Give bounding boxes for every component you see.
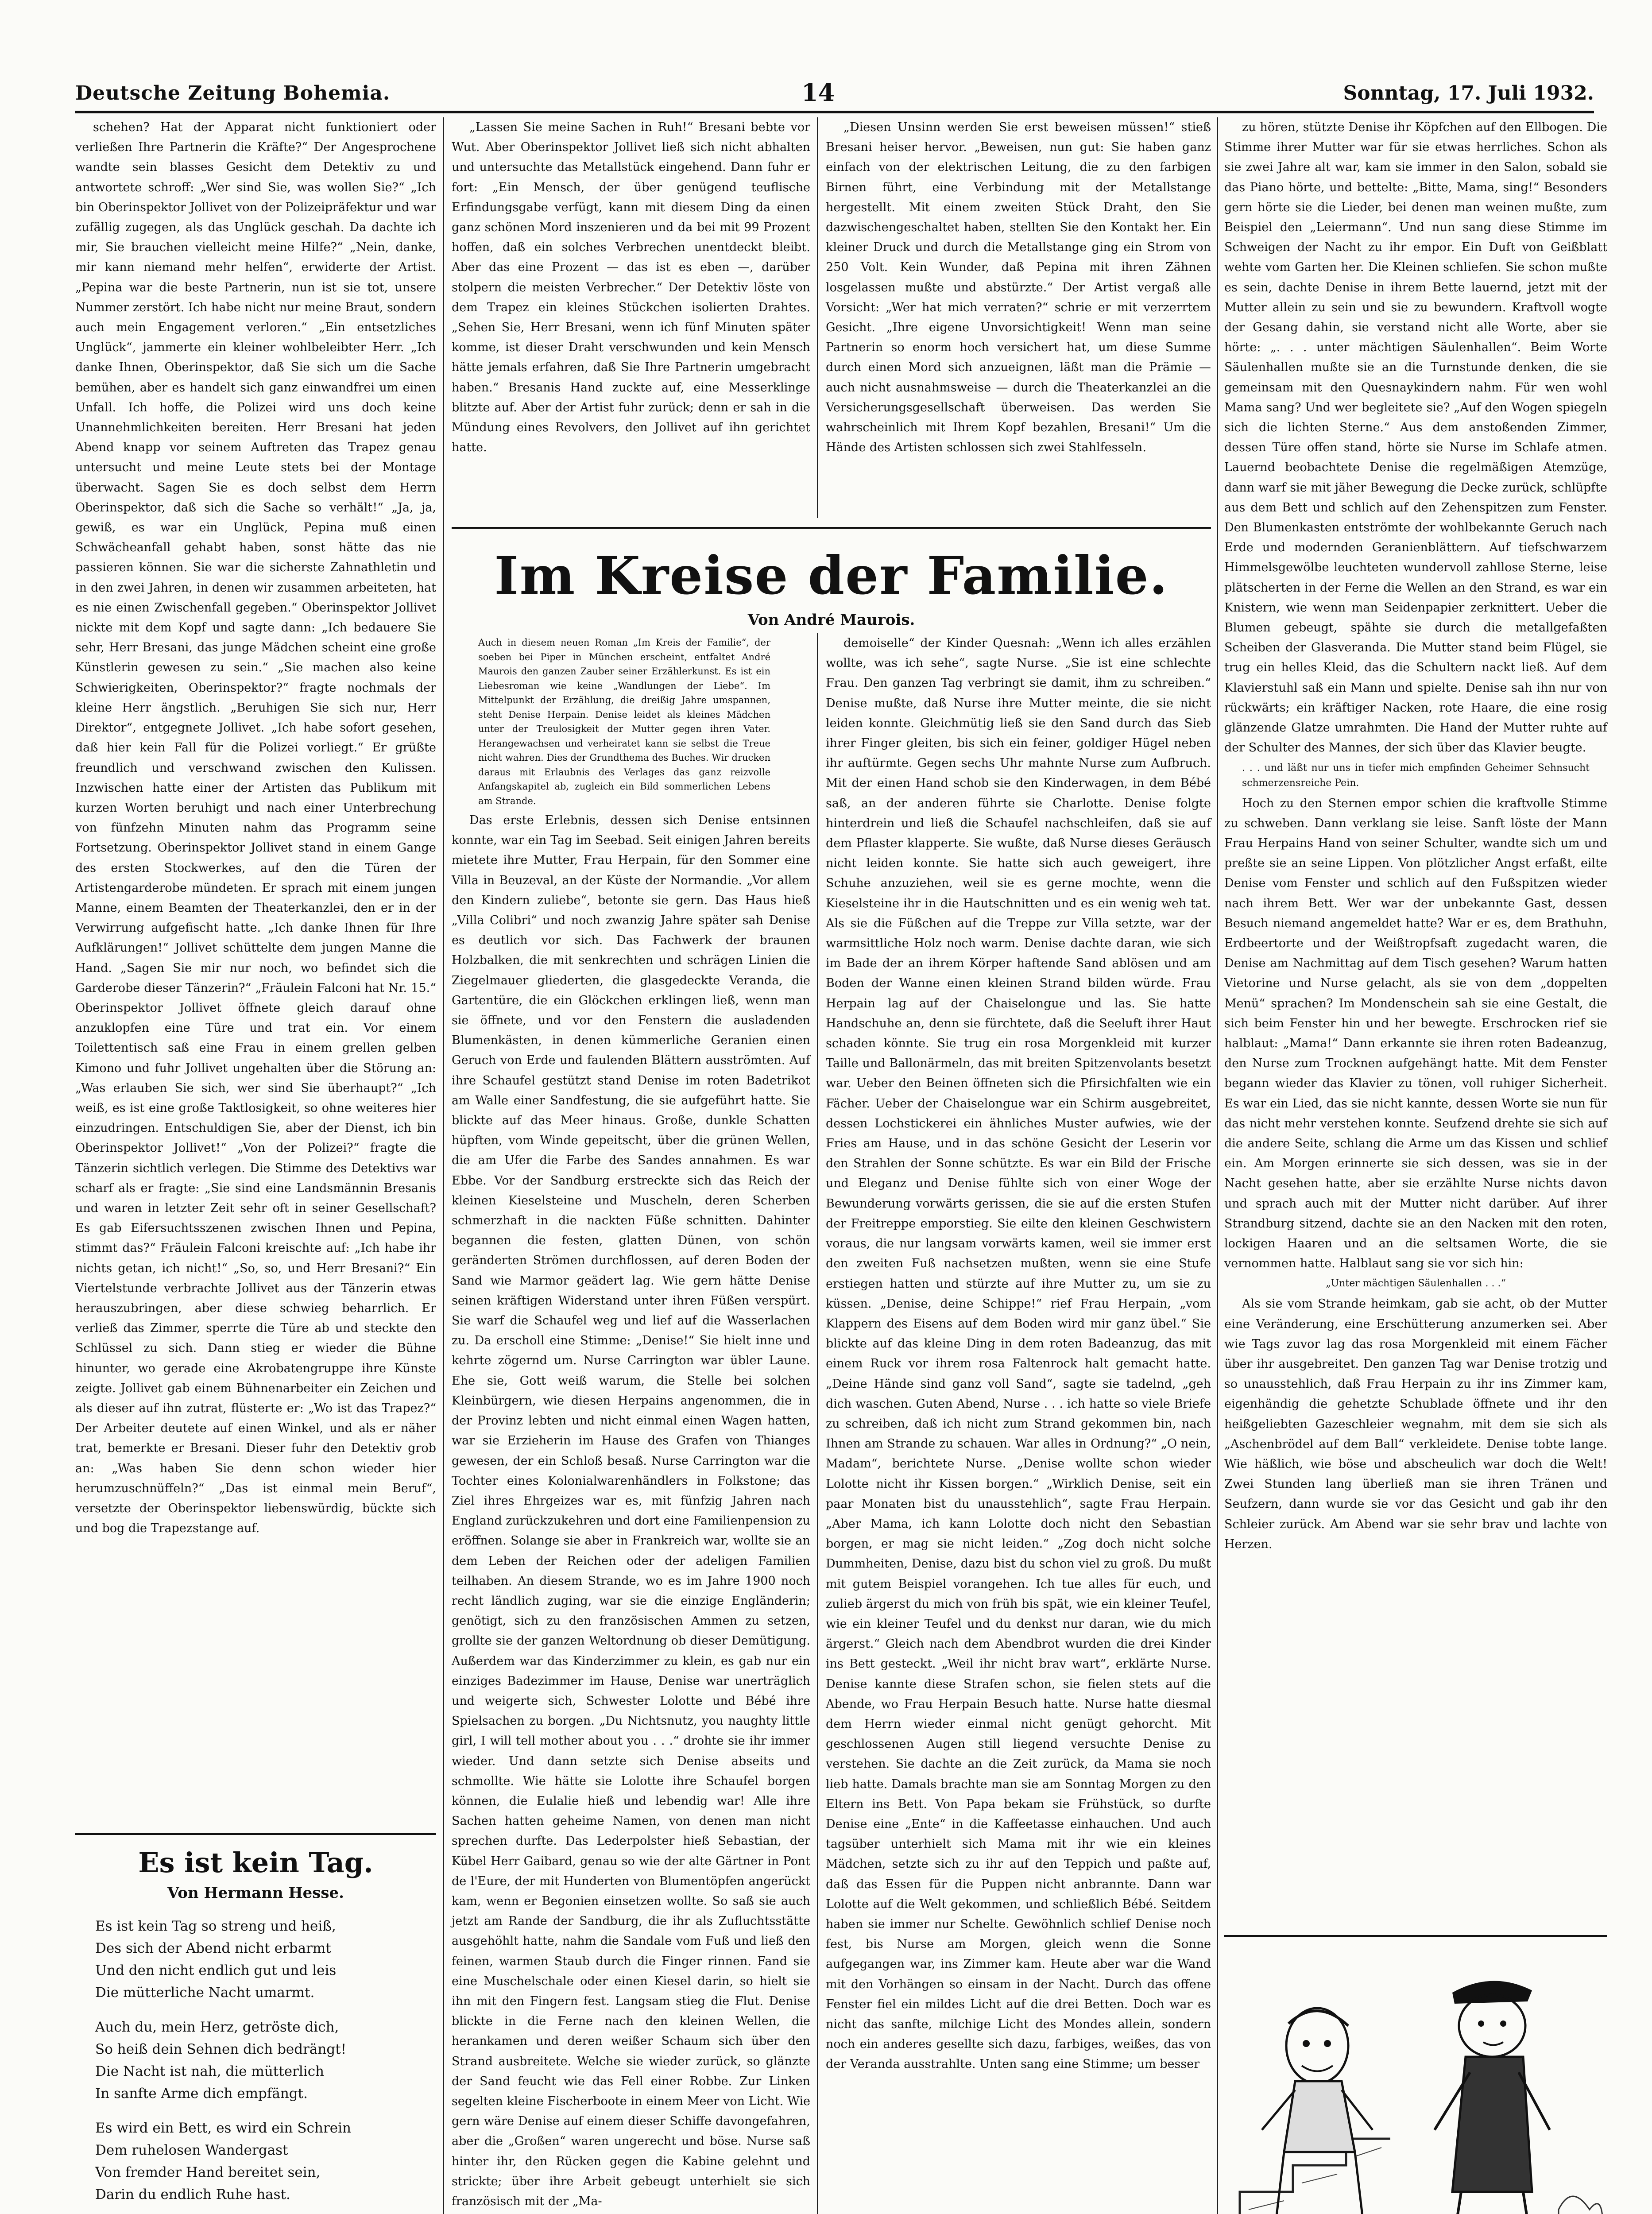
issue-date: Sonntag, 17. Juli 1932. xyxy=(1343,82,1594,105)
story-column-c-text-3: Als sie vom Strande heimkam, gab sie acht, ob der Mutter eine Veränderung, eine Erschütterung anzumerken sei. Aber wie Tags zuvor lag das rosa Morgenkleid mit einem Fächer über ihr ausgebreitet. Den ganzen Tag war Denise trotzig und so unausstehlich, daß Frau Herpain zu ihr ins Zimmer kam, eigenhändig die gehetzte Schublade öffnete und ihr den heißgeliebten Gazeschleier wegnahm, mit dem sie sich als „Aschenbrödel auf dem Ball“ verkleidete. Denise tobte lange. Wie häßlich, wie böse und abscheulich war doch die Welt! Zwei Stunden lang überließ man sie ihren Tränen und Seufzern, dann wurde sie vor das Gesicht und gab ihr den Schleier zurück. Am Abend war sie sehr brav und lachte von Herzen. xyxy=(1224,1297,1607,1551)
cartoon-top-rule xyxy=(1224,1935,1607,1937)
column-1-story-continuation xyxy=(75,117,436,1822)
column-3-text: „Diesen Unsinn werden Sie erst beweisen müssen!“ stieß Bresani heiser hervor. „Beweisen, nun gut: Sie haben ganz einfach von der elektrischen Leitung, die zu den farbigen Birnen führt, eine Verbindung mit der Metallstange hergestellt. Mit einem zweiten Stück Draht, den Sie dazwischengeschaltet haben, stellten Sie den Kontakt her. Ein kleiner Druck und durch die Metallstange ging ein Strom von 250 Volt. Kein Wunder, daß Pepina mit ihren Zähnen losgelassen mußte und abstürzte.“ Der Artist vergaß alle Vorsicht: „Wer hat mich verraten?“ schrie er mit verzerrtem Gesicht. „Ihre eigene Unvorsichtigkeit! Wenn man seine Partnerin so enorm hoch versichert hat, um diese Summe durch einen Mord sich anzueignen, läßt man die Prämie — auch nicht ausnahmsweise — durch die Theaterkanzlei an die Versicherungsgesellschaft überweisen. Das werden Sie wahrscheinlich mit Ihrem Kopf bezahlen, Bresani!“ Um die Hände des Artisten schlossen sich zwei Stahlfesseln. xyxy=(826,120,1211,455)
poem-body xyxy=(95,1915,436,2214)
column-2-story-continuation xyxy=(452,117,810,518)
poem-line: Es wird ein Bett, es wird ein Schrein xyxy=(95,2120,351,2136)
column-rule-1 xyxy=(443,117,444,2214)
poem-line: Und den nicht endlich gut und leis xyxy=(95,1962,337,1978)
poem-line: Des sich der Abend nicht erbarmt xyxy=(95,1940,331,1956)
story-preface xyxy=(478,635,770,806)
preface-text: Auch in diesem neuen Roman „Im Kreis der Familie“, der soeben bei Piper in München erscheint, entfaltet André Maurois den ganzen Zauber seiner Erzählerkunst. Es ist ein Liebesroman wie keine „Wandlungen der Liebe“. Im Mittelpunkt der Erzählung, die dreißig Jahre umspannen, steht Denise Herpain. Denise leidet als kleines Mädchen unter der Treulosigkeit der Mutter gegen ihren Vater. Herangewachsen und verheiratet kann sie selbst die Treue nicht wahren. Dies der Grundthema des Buches. Wir drucken daraus mit Erlaubnis des Verlages das ganz reizvolle Anfangskapitel ab, zugleich ein Bild sommerlichen Lebens am Strande. xyxy=(478,637,770,806)
poem-line: Die mütterliche Nacht umarmt. xyxy=(95,1985,315,2001)
cartoon-illustration xyxy=(1222,1944,1607,2214)
story-column-b-text: demoiselle“ der Kinder Quesnah: „Wenn ich alles erzählen wollte, was ich sehe“, sagte Nurse. „Sie ist eine schlechte Frau. Den ganzen Tag verbringt sie damit, ihm zu schreiben.“ Denise mußte, daß Nurse ihre Mutter meinte, die sie nicht leiden konnte. Gleichmütig ließ sie den Sand durch das Sieb ihrer Finger gleiten, bis sich ein feiner, goldiger Hügel neben ihr auftürmte. Gegen sechs Uhr mahnte Nurse zum Aufbruch. Mit der einen Hand schob sie den Kinderwagen, in dem Bébé saß, an der anderen führte sie Charlotte. Denise folgte hinterdrein und ließ die Schaufel nachschleifen, daß sie auf dem Pflaster klapperte. Sie wußte, daß Nurse dieses Geräusch nicht leiden konnte. Sie hatte sich auch geweigert, ihre Schuhe anzuziehen, weil sie es gerne mochte, wenn die Kieselsteine ihr in die Hautschnitten und es ein wenig weh tat. Als sie die Füßchen auf die Treppe zur Villa setzte, war der warmsittliche Holz noch warm. Denise dachte daran, wie sich im Bade der an ihrem Körper haftende Sand ablösen und am Boden der Wanne einen kleinen Strand bilden würde. Frau Herpain lag auf der Chaiselongue und las. Sie hatte Handschuhe an, denn sie fürchtete, daß die Seeluft ihrer Haut schaden könnte. Sie trug ein rosa Morgenkleid mit kurzer Taille und Ballonärmeln, das mit breiten Spitzenvolants besetzt war. Ueber den Beinen öffneten sich die Pfirsichfalten wie ein Fächer. Ueber der Chaiselongue war ein Schirm ausgebreitet, dessen Lochstickerei ein ähnliches Muster aufwies, wie der Fries am Hause, und in das schöne Gesicht der Leserin vor den Strahlen der Sonne schützte. Es war ein Bild der Frische und Eleganz und Denise fühlte sich von einer Woge der Bewunderung vorwärts gerissen, die sie auf die ersten Stufen der Freitreppe emporstieg. Sie eilte den kleinen Geschwistern voraus, die nur langsam vorwärts kamen, weil sie immer erst den zweiten Fuß nachsetzen mußten, wenn sie eine Stufe erstiegen hatten und stürzte auf ihre Mutter zu, um sie zu küssen. „Denise, deine Schippe!“ rief Frau Herpain, „vom Klappern des Eisens auf dem Boden wird mir ganz übel.“ Sie blickte auf das kleine Ding in dem roten Badeanzug, das mit einem Ruck vor ihrem rosa Faltenrock halt gemacht hatte. „Deine Hände sind ganz voll Sand“, sagte sie tadelnd, „geh dich waschen. Guten Abend, Nurse . . . ich hatte so viele Briefe zu schreiben, daß ich nicht zum Strand gekommen bin, nach Ihnen am Strande zu schauen. War alles in Ordnung?“ „O nein, Madam“, berichtete Nurse. „Denise wollte schon wieder Lolotte nicht ihr Kissen borgen.“ „Wirklich Denise, seit ein paar Monaten bist du unausstehlich“, sagte Frau Herpain. „Aber Mama, ich kann Lolotte doch nicht den Sebastian borgen, er mag sie nicht leiden.“ „Zog doch nicht solche Dummheiten, Denise, dazu bist du schon viel zu groß. Du mußt mit gutem Beispiel vorangehen. Ich tue alles für euch, und zulieb ärgerst du mich von früh bis spät, wie ein kleiner Teufel, wie ein kleiner Teufel und du denkst nur daran, wie du mich ärgerst.“ Gleich nach dem Abendbrot wurden die drei Kinder ins Bett gesteckt. „Weil ihr nicht brav wart“, erklärte Nurse. Denise kannte diese Strafen schon, sie fielen stets auf die Abende, wo Frau Herpain Besuch hatte. Nurse hatte diesmal dem Herrn wieder einmal nicht genügt gehorcht. Mit geschlossenen Augen still liegend versuchte Denise zu verstehen. Sie dachte an die Zeit zurück, da Mama sie noch lieb hatte. Damals brachte man sie am Sonntag Morgen zu den Eltern ins Bett. Von Papa bekam sie Frühstück, so durfte Denise eine „Ente“ in die Kaffeetasse einhauchen. Und auch tagsüber unterhielt sich Mama mit ihr wie ein kleines Mädchen, setzte sich zu ihr auf den Teppich und paßte auf, daß das Essen für die Puppen nicht anbrannte. Dann war Lolotte auf die Welt gekommen, und schließlich Bébé. Seitdem haben sie immer nur Schelte. Gewöhnlich schlief Denise noch fest, bis Nurse am Morgen, gleich wenn die Sonne aufgegangen war, ins Zimmer kam. Heute aber war die Wand mit den Vorhängen so einsam in der Nacht. Durch das offene Fenster fiel ein mildes Licht auf die drei Betten. Doch war es nicht das sanfte, milchige Licht des Mondes allein, sondern noch ein anderes gesellte sich dazu, farbiges, weißes, das von der Veranda ausstrahlte. Unten sang eine Stimme; um besser xyxy=(826,636,1211,2071)
poem-stanza xyxy=(95,1915,436,2004)
poem-title: Es ist kein Tag. xyxy=(138,1846,373,1879)
column-3-story-continuation xyxy=(826,117,1211,518)
song-lyric-2: „Unter mächtigen Säulenhallen . . .“ xyxy=(1326,1278,1506,1289)
poem-top-rule xyxy=(75,1833,436,1835)
story-title: Im Kreise der Familie. xyxy=(494,545,1168,606)
poem-stanza xyxy=(95,2016,436,2105)
masthead-rule xyxy=(75,111,1594,113)
poem-line: Darin du endlich Ruhe hast. xyxy=(95,2187,290,2202)
column-rule-3 xyxy=(1217,117,1218,2214)
column-rule-2-top xyxy=(817,117,818,518)
story-column-a-text: Das erste Erlebnis, dessen sich Denise entsinnen konnte, war ein Tag im Seebad. Seit einigen Jahren bereits mietete ihre Mutter, Frau Herpain, für den Sommer eine Villa in Beuzeval, an der Küste der Normandie. „Vor allem den Kindern zuliebe“, betonte sie gern. Das Haus hieß „Villa Colibri“ und noch zwanzig Jahre später sah Denise es deutlich vor sich. Das Fachwerk der braunen Holzbalken, die mit senkrechten und schrägen Linien die Ziegelmauer gliederten, die glasgedeckte Veranda, die Gartentüre, die ein Glöckchen erklingen ließ, wenn man sie öffnete, und vor den Fenstern die ausladenden Blumenkästen, in denen kümmerliche Geranien einen Geruch von Erde und faulenden Blättern ausströmten. Auf ihre Schaufel gestützt stand Denise im roten Badetrikot am Walle einer Sandfestung, die sie aufgeführt hatte. Sie blickte auf das Meer hinaus. Große, dunkle Schatten hüpften, vom Winde gepeitscht, über die grünen Wellen, die am Ufer die Farbe des Sandes annahmen. Es war Ebbe. Vor der Sandburg erstreckte sich das Reich der kleinen Kieselsteine und Muscheln, deren Scherben schmerzhaft in die nackten Füße schnitten. Dahinter begannen die festen, glatten Dünen, von schön geränderten Strömen durchflossen, auf deren Boden der Sand wie Marmor geädert lag. Wie gern hätte Denise seinen kräftigen Widerstand unter ihren Füßen verspürt. Sie warf die Schaufel weg und lief auf die Wasserlachen zu. Da erscholl eine Stimme: „Denise!“ Sie hielt inne und kehrte zögernd um. Nurse Carrington war übler Laune. Ehe sie, Gott weiß warum, die Stelle bei solchen Kleinbürgern, wie diesen Herpains angenommen, die in der Provinz lebten und nicht einmal einen Wagen hatten, war sie Erzieherin im Hause des Grafen von Thianges gewesen, der ein Schloß besaß. Nurse Carrington war die Tochter eines Kolonialwarenhändlers in Folkstone; das Ziel ihres Ehrgeizes war es, mit fünfzig Jahren nach England zurückzukehren und dort eine Familienpension zu eröffnen. Solange sie aber in Frankreich war, wollte sie an dem Leben der Reichen oder der adeligen Familien teilhaben. An diesem Strande, wo es im Jahre 1900 noch recht ländlich zuging, war sie die einzige Engländerin; genötigt, sich zu den französischen Ammen zu setzen, grollte sie der ganzen Weltordnung ob dieser Demütigung. Außerdem war das Kinderzimmer zu klein, es gab nur ein einziges Badezimmer im Hause, Denise war unerträglich und weigerte sich, Schwester Lolotte und Bébé ihre Spielsachen zu borgen. „Du Nichtsnutz, you naughty little girl, I will tell mother about you . . .“ drohte sie ihr immer wieder. Und dann setzte sich Denise abseits und schmollte. Wie hätte sie Lolotte ihre Schaufel borgen können, die Eulalie hieß und lebendig war! Alle ihre Sachen hatten geheime Namen, von denen man nicht sprechen durfte. Das Lederpolster hieß Sebastian, der Kübel Herr Gaibard, genau so wie der alte Gärtner in Pont de l'Eure, der mit Hunderten von Blumentöpfen angerückt kam, wenn er Begonien einsetzen wollte. So saß sie auch jetzt am Rande der Sandburg, die ihr als Zufluchtsstätte ausgehöhlt hatte, nahm die Sandale vom Fuß und ließ den feinen, warmen Staub durch die Finger rinnen. Fand sie eine Muschelschale oder einen Kiesel darin, so hielt sie ihn mit den Fingern fest. Langsam stieg die Flut. Denise blickte in die Ferne nach den kleinen Wellen, die herankamen und deren weißer Schaum sich über den Strand ausbreitete. Welche sie wieder zurück, so glänzte der Sand feucht wie das Fell einer Robbe. Zur Linken segelten kleine Fischerboote in einem Meer von Licht. Wie gern wäre Denise auf einem dieser Schiffe davongefahren, aber die „Großen“ waren ungerecht und böse. Nurse saß hinter ihr, den Rücken gegen die Kabine gelehnt und strickte; über ihre Arbeit gebeugt unterhielt sie sich französisch mit der „Ma- xyxy=(452,813,810,2209)
newspaper-name: Deutsche Zeitung Bohemia. xyxy=(75,82,391,105)
poem-line: Auch du, mein Herz, getröste dich, xyxy=(95,2019,339,2035)
story-column-a xyxy=(452,810,810,2214)
page-number: 14 xyxy=(801,78,835,107)
poem-line: So heiß dein Sehnen dich bedrängt! xyxy=(95,2041,347,2057)
column-1-text: schehen? Hat der Apparat nicht funktioniert oder verließen Ihre Partnerin die Kräfte?“ Der Angesprochene wandte sein blasses Gesicht dem Detektiv zu und antwortete schroff: „Wer sind Sie, was wollen Sie?“ „Ich bin Oberinspektor Jollivet von der Polizeipräfektur und war zufällig zugegen, als das Unglück geschah. Da dachte ich mir, Sie brauchen vielleicht meine Hilfe?“ „Nein, danke, mir kann niemand mehr helfen“, erwiderte der Artist. „Pepina war die beste Partnerin, nun ist sie tot, unsere Nummer zerstört. Ich habe nicht nur meine Braut, sondern auch mein Engagement verloren.“ „Ein entsetzliches Unglück“, jammerte ein kleiner wohlbeleibter Herr. „Ich danke Ihnen, Oberinspektor, daß Sie sich um die Sache bemühen, aber es handelt sich ganz einwandfrei um einen Unfall. Ich hoffe, die Polizei wird uns doch keine Unannehmlichkeiten bereiten. Herr Bresani hat jeden Abend knapp vor seinem Auftreten das Trapez genau untersucht und meine Leute stets bei der Montage überwacht. Sagen Sie es doch selbst dem Herrn Oberinspektor, daß sich die Sache so verhält!“ „Ja, ja, gewiß, es war ein Unglück, Pepina muß einen Schwächeanfall gehabt haben, sonst hätte das nie passieren können. Sie war die sicherste Zahnathletin und in den zwei Jahren, in denen wir zusammen arbeiteten, hat es nie einen Zwischenfall gegeben.“ Oberinspektor Jollivet nickte mit dem Kopf und sagte dann: „Ich bedauere Sie sehr, Herr Bresani, das junge Mädchen scheint eine große Künstlerin gewesen zu sein.“ „Sie machen also keine Schwierigkeiten, Oberinspektor?“ fragte nochmals der kleine Herr ängstlich. „Beruhigen Sie sich nur, Herr Direktor“, entgegnete Jollivet. „Ich habe sofort gesehen, daß hier kein Fall für die Polizei vorliegt.“ Er grüßte freundlich und verschwand zwischen den Kulissen. Inzwischen hatte einer der Artisten das Publikum mit kurzen Worten beruhigt und nach einer Unterbrechung von fünfzehn Minuten nahm das Programm seine Fortsetzung. Oberinspektor Jollivet stand in einem Gange des ersten Stockwerkes, auf den die Türen der Artistengarderobe mündeten. Er sprach mit einem jungen Manne, einem Beamten der Theaterkanzlei, den er in der Verwirrung aufgefischt hatte. „Ich danke Ihnen für Ihre Aufklärungen!“ Jollivet schüttelte dem jungen Manne die Hand. „Sagen Sie mir nur noch, wo befindet sich die Garderobe dieser Tänzerin?“ „Fräulein Falconi hat Nr. 15.“ Oberinspektor Jollivet öffnete gleich darauf ohne anzuklopfen eine Türe und trat ein. Vor einem Toilettentisch saß eine Frau in einem grellen gelben Kimono und fuhr Jollivet ungehalten über die Störung an: „Was erlauben Sie sich, wer sind Sie überhaupt?“ „Ich weiß, es ist eine große Taktlosigkeit, so ohne weiteres hier einzudringen. Entschuldigen Sie, aber der Dienst, ich bin Oberinspektor Jollivet!“ „Von der Polizei?“ fragte die Tänzerin sichtlich verlegen. Die Stimme des Detektivs war scharf als er fragte: „Sie sind eine Landsmännin Bresanis und waren in letzter Zeit sehr oft in seiner Gesellschaft? Es gab Eifersuchtsszenen zwischen Ihnen und Pepina, stimmt das?“ Fräulein Falconi kreischte auf: „Ich habe ihr nichts getan, ich nicht!“ „So, so, und Herr Bresani?“ Ein Viertelstunde verbrachte Jollivet aus der Tänzerin etwas herauszubringen, aber diese schwieg beharrlich. Er verließ das Zimmer, sperrte die Türe ab und steckte den Schlüssel zu sich. Dann stieg er wieder die Bühne hinunter, wo gerade eine Akrobatengruppe ihre Künste zeigte. Jollivet gab einem Bühnenarbeiter ein Zeichen und als dieser auf ihn zutrat, flüsterte er: „Wo ist das Trapez?“ Der Arbeiter deutete auf einen Winkel, und als er näher trat, bemerkte er Bresani. Dieser fuhr den Detektiv grob an: „Was haben Sie denn schon wieder hier herumzuschnüffeln?“ „Das ist einmal mein Beruf“, versetzte der Oberinspektor liebenswürdig, bückte sich und bog die Trapezstange auf. xyxy=(75,120,436,1536)
poem-line: In sanfte Arme dich empfängt. xyxy=(95,2086,308,2102)
column-rule-2-bottom xyxy=(817,633,818,2214)
poem-line: Die Nacht ist nah, die mütterlich xyxy=(95,2063,325,2079)
story-column-c-text-2: Hoch zu den Sternen empor schien die kraftvolle Stimme zu schweben. Dann verklang sie leise. Sanft löste der Mann Frau Herpains Hand von seiner Schulter, wandte sich um und preßte sie an seine Lippen. Von plötzlicher Angst erfaßt, eilte Denise vom Fenster und schlich auf den Fußspitzen wieder nach ihrem Bett. Wer war der unbekannte Gast, dessen Besuch niemand angemeldet hatte? War er es, dem Brathuhn, Erdbeertorte und der Weißtropfsaft zugedacht waren, die Denise am Nachmittag auf dem Tisch gesehen? Warum hatten Vietorine und Nurse gelacht, als sie von dem „doppelten Menü“ sprachen? Im Mondenschein sah sie eine Gestalt, die sich beim Fenster hin und her bewegte. Erschrocken rief sie halblaut: „Mama!“ Dann erkannte sie ihren roten Badeanzug, den Nurse zum Trocknen aufgehängt hatte. Mit dem Fenster begann wieder das Klavier zu tönen, voll ruhiger Sicherheit. Es war ein Lied, das sie nicht kannte, dessen Worte sie nun für das nicht mehr verstehen konnte. Seufzend drehte sie sich auf die andere Seite, schlang die Arme um das Kissen und schlief ein. Am Morgen erinnerte sie sich dessen, was sie in der Nacht gesehen hatte, aber sie erzählte Nurse nichts davon und sprach auch mit der Mutter nicht darüber. Auf ihrer Strandburg sitzend, dachte sie an den Nacken mit den roten, lockigen Haaren und an die seltsamen Worte, die sie vernommen hatte. Halblaut sang sie vor sich hin: xyxy=(1224,796,1607,1271)
story-byline: Von André Maurois. xyxy=(747,611,915,629)
poem-line: Dem ruhelosen Wandergast xyxy=(95,2142,288,2158)
poem-line: Es ist kein Tag so streng und heiß, xyxy=(95,1918,336,1934)
song-lyric: . . . und läßt nur uns in tiefer mich empfinden Geheimer Sehnsucht schmerzensreiche Pein. xyxy=(1242,762,1590,789)
story-top-rule xyxy=(452,527,1211,529)
story-column-c xyxy=(1224,117,1607,1924)
story-column-b xyxy=(826,633,1211,2214)
poem-byline: Von Hermann Hesse. xyxy=(167,1884,344,1902)
poem-stanza xyxy=(95,2117,436,2206)
poem-line: Von fremder Hand bereitet sein, xyxy=(95,2164,321,2180)
column-2-text: „Lassen Sie meine Sachen in Ruh!“ Bresani bebte vor Wut. Aber Oberinspektor Jollivet ließ sich nicht abhalten und untersuchte das Metallstück eingehend. Dann fuhr er fort: „Ein Mensch, der über genügend teuflische Erfindungsgabe verfügt, kann mit diesem Ding da einen ganz schönen Mord inszenieren und da bei mit 99 Prozent hoffen, daß ein solches Verbrechen unentdeckt bleibt. Aber das eine Prozent — das ist es eben —, darüber stolpern die meisten Verbrecher.“ Der Detektiv löste von dem Trapez ein kleines Stückchen isolierten Drahtes. „Sehen Sie, Herr Bresani, wenn ich fünf Minuten später komme, ist dieser Draht verschwunden und kein Mensch hätte jemals erfahren, daß Sie Ihre Partnerin umgebracht haben.“ Bresanis Hand zuckte auf, eine Messerklinge blitzte auf. Aber der Artist fuhr zurück; denn er sah in die Mündung eines Revolvers, den Jollivet auf ihn gerichtet hatte. xyxy=(452,120,810,455)
story-column-c-text: zu hören, stützte Denise ihr Köpfchen auf den Ellbogen. Die Stimme ihrer Mutter war für sie etwas herrliches. Schon als sie zwei Jahre alt war, kam sie immer in den Salon, sobald sie das Piano hörte, und bettelte: „Bitte, Mama, sing!“ Besonders gern hörte sie die Lieder, bei denen man weinen mußte, zum Beispiel den „Leiermann“. Und nun sang diese Stimme im Schweigen der Nacht zu ihr empor. Ein Duft von Geißblatt wehte vom Garten her. Die Kleinen schliefen. Sie schon mußte es sein, dachte Denise in ihrem Bette lauernd, jetzt mit der Mutter allein zu sein und sie zu bewundern. Kraftvoll wogte der Gesang dahin, sie verstand nicht alle Worte, aber sie hörte: „. . . unter mächtigen Säulenhallen“. Beim Worte Säulenhallen mußte sie an die Turnstunde denken, die sie gemeinsam mit den Quesnaykindern nahm. Für wen wohl Mama sang? Und wer begleitete sie? „Auf den Wogen spiegeln sich die lichten Sterne.“ Aus dem anstoßenden Zimmer, dessen Türe offen stand, hörte sie Nurse im Schlafe atmen. Lauernd beobachtete Denise die regelmäßigen Atemzüge, dann warf sie mit jäher Bewegung die Decke zurück, schlüpfte aus dem Bett und schlich auf den Zehenspitzen zum Fenster. Den Blumenkasten entströmte der wohlbekannte Geruch nach Erde und modernden Geranienblättern. Auf tiefschwarzem Himmelsgewölbe leuchteten wundervoll zahllose Sterne, leise plätscherten in der Ferne die Wellen an den Strand, es war ein Knistern, wie wenn man Seidenpapier zerknittert. Ueber die Blumen gebeugt, spähte sie durch die metallgefaßten Scheiben der Glasveranda. Die Mutter stand beim Flügel, sie trug ein helles Kleid, das die Schultern nackt ließ. Auf dem Klavierstuhl saß ein Mann und spielte. Denise sah ihn nur von rückwärts; ein kräftiger Nacken, rote Haare, die eine rosig glänzende Glatze umrahmten. Die Hand der Mutter ruhte auf der Schulter des Mannes, der sich über das Klavier beugte. xyxy=(1224,120,1607,755)
masthead xyxy=(75,78,1594,113)
